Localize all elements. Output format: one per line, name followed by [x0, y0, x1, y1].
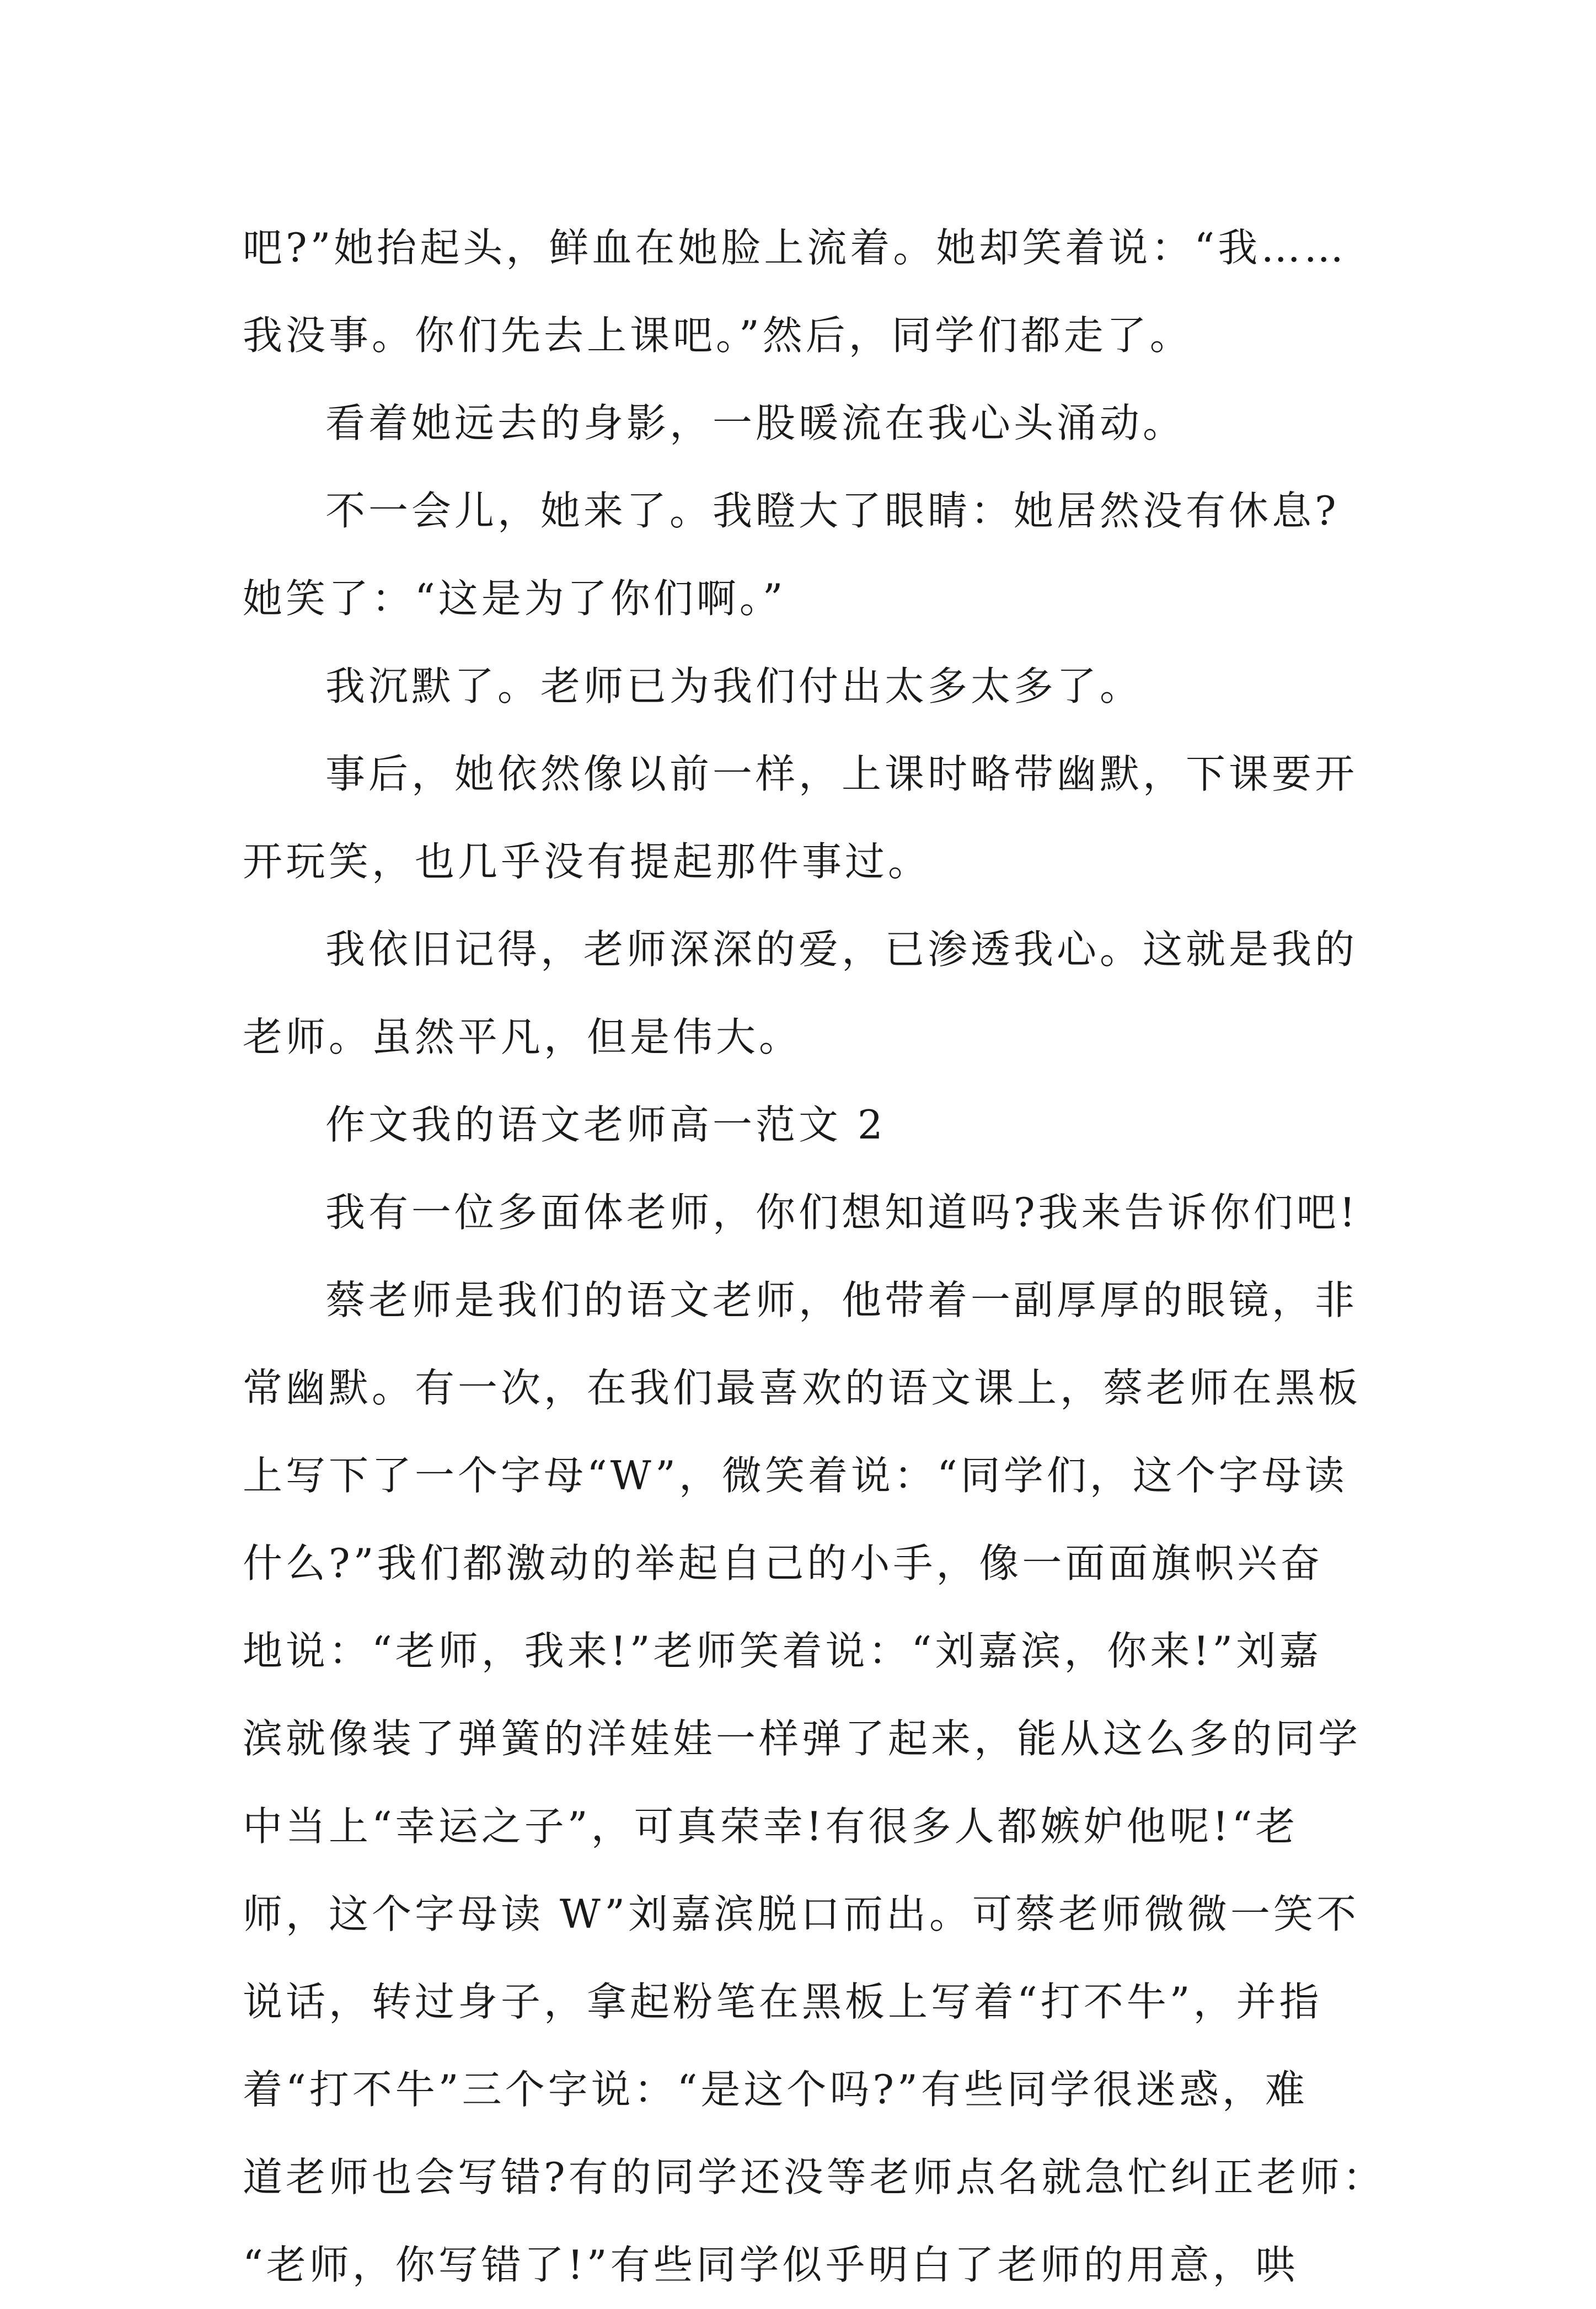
text-line: 作文我的语文老师高一范文 2 — [325, 1102, 886, 1148]
essay-text — [243, 204, 1434, 2309]
text-line: 吧?”她抬起头，鲜血在她脸上流着。她却笑着说：“我…… — [243, 225, 1347, 271]
text-line: 开玩笑，也几乎没有提起那件事过。 — [243, 838, 931, 885]
text-line: 说话，转过身子，拿起粉笔在黑板上写着“打不牛”，并指 — [243, 1979, 1322, 2025]
text-line: 着“打不牛”三个字说：“是这个吗?”有些同学很迷惑，难 — [243, 2066, 1308, 2113]
text-line: 事后，她依然像以前一样，上课时略带幽默，下课要开 — [325, 751, 1358, 797]
text-line: 地说：“老师，我来!”老师笑着说：“刘嘉滨，你来!”刘嘉 — [243, 1628, 1322, 1674]
text-line: 看着她远去的身影，一股暖流在我心头涌动。 — [325, 400, 1186, 446]
text-line: 蔡老师是我们的语文老师，他带着一副厚厚的眼镜，非 — [325, 1277, 1358, 1323]
text-line: 我依旧记得，老师深深的爱，已渗透我心。这就是我的 — [325, 926, 1358, 972]
text-line: “老师，你写错了!”有些同学似乎明白了老师的用意，哄 — [243, 2242, 1299, 2288]
text-line: 不一会儿，她来了。我瞪大了眼睛：她居然没有休息? — [325, 488, 1340, 534]
text-line: 中当上“幸运之子”，可真荣幸!有很多人都嫉妒他呢!“老 — [243, 1803, 1299, 1850]
text-line: 师，这个字母读 W”刘嘉滨脱口而出。可蔡老师微微一笑不 — [243, 1891, 1360, 1937]
text-line: 我有一位多面体老师，你们想知道吗?我来告诉你们吧! — [325, 1189, 1359, 1236]
text-line: 她笑了：“这是为了你们啊。” — [243, 575, 786, 622]
text-line: 我沉默了。老师已为我们付出太多太多了。 — [325, 663, 1143, 709]
text-line: 滨就像装了弹簧的洋娃娃一样弹了起来，能从这么多的同学 — [243, 1715, 1362, 1762]
text-line: 上写下了一个字母“W”，微笑着说：“同学们，这个字母读 — [243, 1452, 1348, 1499]
text-line: 常幽默。有一次，在我们最喜欢的语文课上，蔡老师在黑板 — [243, 1365, 1362, 1411]
text-line: 老师。虽然平凡，但是伟大。 — [243, 1014, 802, 1060]
text-line: 道老师也会写错?有的同学还没等老师点名就急忙纠正老师： — [243, 2154, 1386, 2200]
text-line: 什么?”我们都激动的举起自己的小手，像一面面旗帜兴奋 — [243, 1540, 1324, 1586]
text-line: 我没事。你们先去上课吧。”然后，同学们都走了。 — [243, 312, 1193, 359]
